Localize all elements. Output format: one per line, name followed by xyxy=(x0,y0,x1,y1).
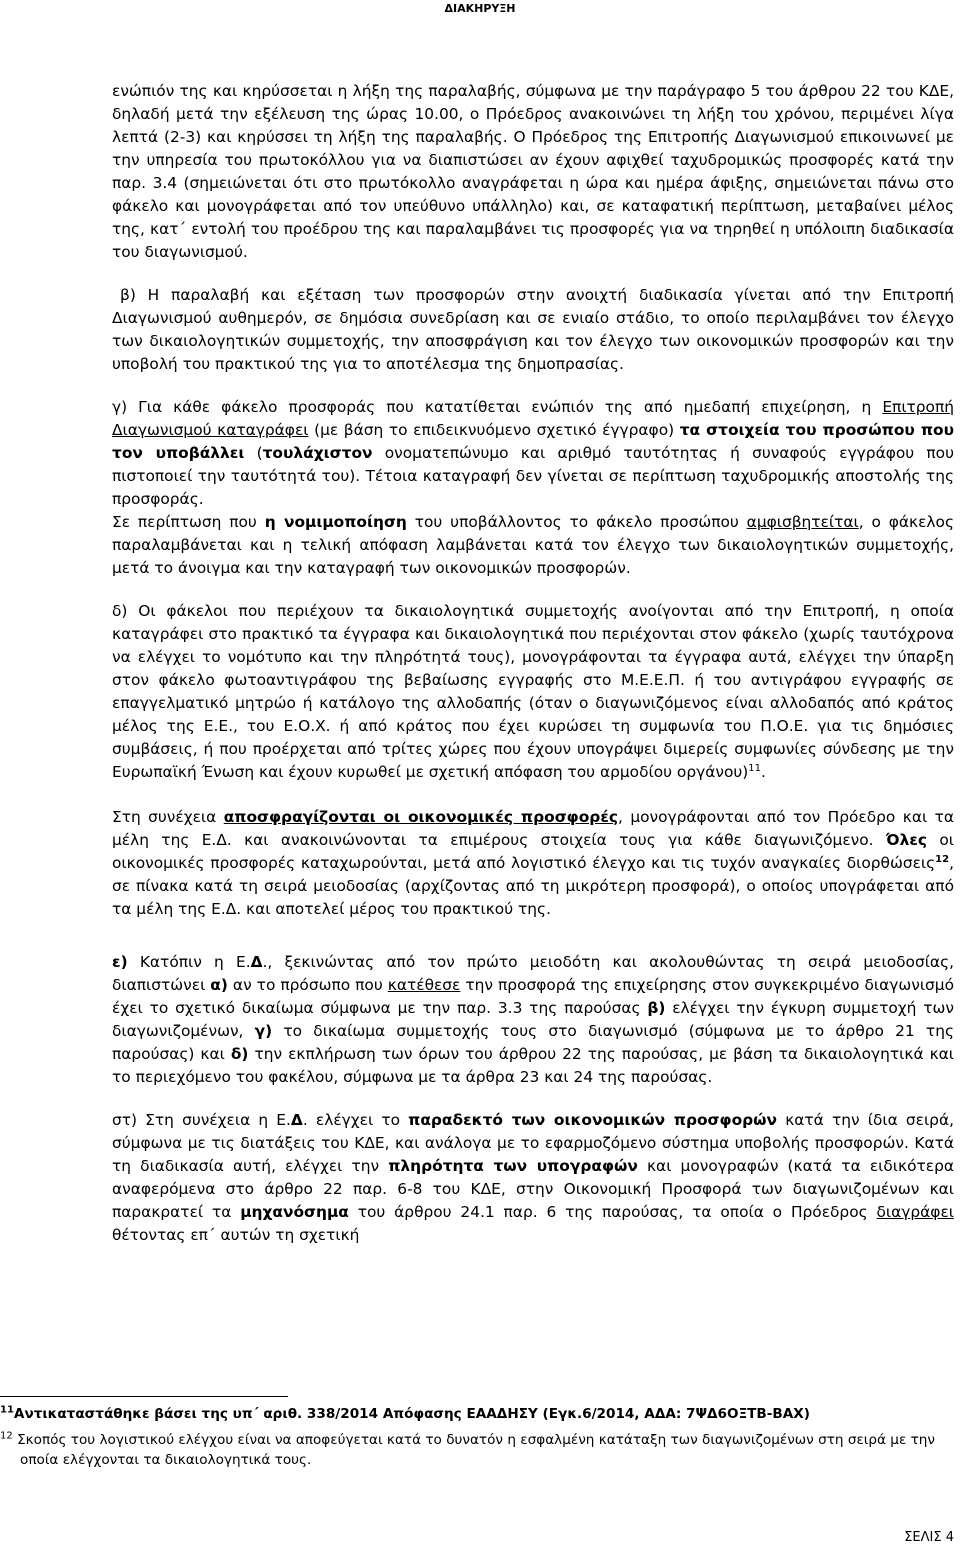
underlined-text: κατέθεσε xyxy=(387,976,461,994)
underlined-text: Επιτροπή Διαγωνισμού καταγράφει xyxy=(112,398,954,439)
footnote-separator xyxy=(0,1396,288,1397)
footnote-text: Σκοπός του λογιστικού ελέγχου είναι να αποφεύγεται κατά το δυνατόν η εσφαλμένη κατάταξη των διαγωνιζομένων στη σειρά με την οποία ελέγχονται τα δικαιολογητικά τους. xyxy=(17,1432,936,1468)
bold-underlined-text: αποσφραγίζονται οι οικονομικές προσφορές xyxy=(223,808,619,826)
text-segment: το δικαίωμα συμμετοχής τους στο διαγωνισμό (σύμφωνα με το άρθρο 21 της παρούσας) και xyxy=(112,1022,954,1063)
paragraph-gamma-legitimation xyxy=(112,511,954,580)
footnotes xyxy=(0,1404,956,1476)
footnote-number: 11 xyxy=(0,1404,14,1416)
text-segment: γ) Για κάθε φάκελο προσφοράς που κατατίθεται ενώπιόν της από ημεδαπή επιχείρηση, η xyxy=(112,398,883,416)
text-segment: (με βάση το επιδεικνυόμενο σχετικό έγγραφο) xyxy=(308,421,680,439)
page-number: ΣΕΛΙΣ 4 xyxy=(904,1530,954,1545)
paragraph-e xyxy=(112,951,954,1089)
bold-text: α) xyxy=(210,976,228,994)
text-segment: ενώπιόν της και κηρύσσεται η λήξη της παραλαβής, σύμφωνα με την παράγραφο 5 του άρθρου 22 του ΚΔΕ, δηλαδή μετά την εξέλευση της ώρας 10.00, ο Πρόεδρος ανακοινώνει τη λήξη του χρόνου, περιμένει λίγα λεπτά (2-3) και κηρύσσει τη λήξη της παραλαβής. Ο Πρόεδρος της Επιτροπής Διαγωνισμού επικοινωνεί με την υπηρεσία του πρωτοκόλλου για να διαπιστώσει αν έχουν αφιχθεί ταχυδρομικώς προσφορές κατά την παρ. 3.4 (σημειώνεται ότι στο πρωτόκολλο αναγράφεται η ώρα και ημέρα άφιξης, σημειώνεται πάνω στο φάκελο και μονογράφεται από τον υπεύθυνο υπάλληλο) και, σε καταφατική περίπτωση, μεταβαίνει μέλος της, κατ΄ εντολή του προέδρου της και παραλαμβάνει τις προσφορές για να τηρηθεί η υπόλοιπη διαδικασία του διαγωνισμού. xyxy=(112,82,954,261)
bold-text: γ) xyxy=(254,1022,273,1040)
bold-text: Δ xyxy=(290,1111,303,1129)
paragraph-st xyxy=(112,1109,954,1247)
bold-text: τουλάχιστον xyxy=(262,444,373,462)
text-segment: Κατόπιν η Ε. xyxy=(127,953,251,971)
paragraph-financial-offers xyxy=(112,806,954,921)
text-segment: του υποβάλλοντος το φάκελο προσώπου xyxy=(406,513,747,531)
text-segment: , ο φάκελος παραλαμβάνεται και η τελική απόφαση λαμβάνεται κατά τον έλεγχο των δικαιολογητικών συμμετοχής, μετά το άνοιγμα και την καταγραφή των οικονομικών προσφορών. xyxy=(112,513,954,577)
document-body xyxy=(112,80,954,1247)
bold-text: μηχανόσημα xyxy=(240,1203,349,1221)
bold-text: ε) xyxy=(112,953,128,971)
text-segment: . ελέγχει το xyxy=(302,1111,409,1129)
text-segment: Στη συνέχεια xyxy=(112,808,224,826)
text-segment: β) Η παραλαβή και εξέταση των προσφορών στην ανοιχτή διαδικασία γίνεται από την Επιτροπή Διαγωνισμού αυθημερόν, σε δημόσια συνεδρίαση και σε ενιαίο στάδιο, το οποίο περιλαμβάνει τον έλεγχο των δικαιολογητικών συμμετοχής, την αποσφράγιση και τον έλεγχο των οικονομικών προσφορών και την υποβολή του πρακτικού της για το αποτέλεσμα της δημοπρασίας. xyxy=(112,286,954,373)
bold-text: β) xyxy=(647,999,666,1017)
text-segment: , σε πίνακα κατά τη σειρά μειοδοσίας (αρχίζοντας από τη μικρότερη προσφορά), ο οποίος υπογράφεται από τα μέλη της Ε.Δ. και αποτελεί μέρος του πρακτικού της. xyxy=(112,854,954,918)
text-segment: ., ξεκινώντας από τον πρώτο μειοδότη και ακολουθώντας τη σειρά μειοδοσίας, διαπιστώνει xyxy=(112,953,954,994)
bold-text: πληρότητα των υπογραφών xyxy=(388,1157,638,1175)
paragraph-delta xyxy=(112,600,954,784)
footnote-12 xyxy=(0,1430,956,1470)
text-segment: δ) Οι φάκελοι που περιέχουν τα δικαιολογητικά συμμετοχής ανοίγονται από την Επιτροπή, η οποία καταγράφει στο πρακτικό τα έγγραφα και δικαιολογητικά που περιέχονται στον φάκελο (χωρίς ταυτόχρονα να ελέγχει το νομότυπο και την πληρότητά τους), μονογράφονται τα έγγραφα αυτά, ελέγχει την ύπαρξη στον φάκελο φωτοαντιγράφου της βεβαίωσης εγγραφής στο Μ.Ε.Ε.Π. ή του αντιγράφου εγγραφής σε επαγγελματικό μητρώο ή κατάλογο της αλλοδαπής (όταν ο διαγωνιζόμενος είναι αλλοδαπός από κράτος μέλος της Ε.Ε., του Ε.Ο.Χ. ή από κράτος που έχει κυρώσει τη συμφωνία του Π.Ο.Ε. για τις δημόσιες συμβάσεις, ή που προέρχεται από τρίτες χώρες που έχουν υπογράψει διμερείς συμφωνίες σύνδεσης με την Ευρωπαϊκή Ένωση και έχουν κυρωθεί με σχετική απόφαση του αρμοδίου οργάνου) xyxy=(112,602,954,781)
bold-text: τα στοιχεία του προσώπου που τον υποβάλλει xyxy=(112,421,954,462)
text-segment: οι οικονομικές προσφορές καταχωρούνται, μετά από λογιστικό έλεγχο και τις τυχόν αναγκαίες διορθώσεις xyxy=(112,831,954,872)
footnote-ref-11[interactable]: 11 xyxy=(748,762,762,774)
text-segment: . xyxy=(761,763,766,781)
underlined-text: διαγράφει xyxy=(876,1203,954,1221)
footnote-11 xyxy=(0,1404,956,1424)
text-segment: του άρθρου 24.1 παρ. 6 της παρούσας, τα οποία ο Πρόεδρος xyxy=(348,1203,877,1221)
bold-text: η νομιμοποίηση xyxy=(264,513,407,531)
bold-text: Δ xyxy=(250,953,263,971)
text-segment: στ) Στη συνέχεια η Ε. xyxy=(112,1111,291,1129)
text-segment: κατά την ίδια σειρά, σύμφωνα με τις διατάξεις του ΚΔΕ, και ανάλογα με το εφαρμοζόμενο σύστημα υποβολής προσφορών. Κατά τη διαδικασία αυτή, ελέγχει την xyxy=(112,1111,954,1175)
text-segment: και μονογραφών (κατά τα ειδικότερα αναφερόμενα στο άρθρο 22 παρ. 6-8 του ΚΔΕ, στην Οικονομική Προσφορά των διαγωνιζομένων και παρακρατεί τα xyxy=(112,1157,954,1221)
paragraph-gamma xyxy=(112,396,954,511)
document-header-title: ΔΙΑΚΗΡΥΞΗ xyxy=(444,2,516,15)
text-segment: ελέγχει την έγκυρη συμμετοχή των διαγωνιζομένων, xyxy=(112,999,955,1040)
text-segment: , μονογράφονται από τον Πρόεδρο και τα μέλη της Ε.Δ. και ανακοινώνονται τα επιμέρους στοιχεία τους για κάθε διαγωνιζόμενο. xyxy=(112,808,954,849)
footnote-number: 12 xyxy=(0,1430,13,1442)
text-segment: Σε περίπτωση που xyxy=(112,513,265,531)
paragraph-beta xyxy=(112,284,954,376)
footnote-text: Αντικαταστάθηκε βάσει της υπ΄ αριθ. 338/2014 Απόφασης ΕΑΑΔΗΣΥ (Εγκ.6/2014, ΑΔΑ: 7ΨΔ6ΟΞΤΒ-ΒΑΧ) xyxy=(13,1406,811,1422)
footnote-ref-12[interactable]: 12 xyxy=(935,853,950,865)
text-segment: την εκπλήρωση των όρων του άρθρου 22 της παρούσας, με βάση τα δικαιολογητικά και το περιεχόμενο του φακέλου, σύμφωνα με τα άρθρα 23 και 24 της παρούσας. xyxy=(112,1045,955,1086)
text-segment: ονοματεπώνυμο και αριθμό ταυτότητας ή συναφούς εγγράφου που πιστοποιεί την ταυτότητά του). Τέτοια καταγραφή δεν γίνεται σε περίπτωση ταχυδρομικής αποστολής της προσφοράς. xyxy=(112,444,955,508)
underlined-text: αμφισβητείται xyxy=(746,513,859,531)
text-segment: αν το πρόσωπο που xyxy=(227,976,388,994)
bold-text: παραδεκτό των οικονομικών προσφορών xyxy=(408,1111,778,1129)
text-segment: ( xyxy=(244,444,263,462)
bold-text: δ) xyxy=(230,1045,249,1063)
bold-text: Όλες xyxy=(885,831,928,849)
paragraph-submission-deadline xyxy=(112,80,954,264)
text-segment: την προσφορά της επιχείρησης στον συγκεκριμένο διαγωνισμό έχει το σχετικό δικαίωμα σύμφωνα με την παρ. 3.3 της παρούσας xyxy=(112,976,955,1017)
text-segment: θέτοντας επ΄ αυτών τη σχετική xyxy=(112,1226,360,1244)
